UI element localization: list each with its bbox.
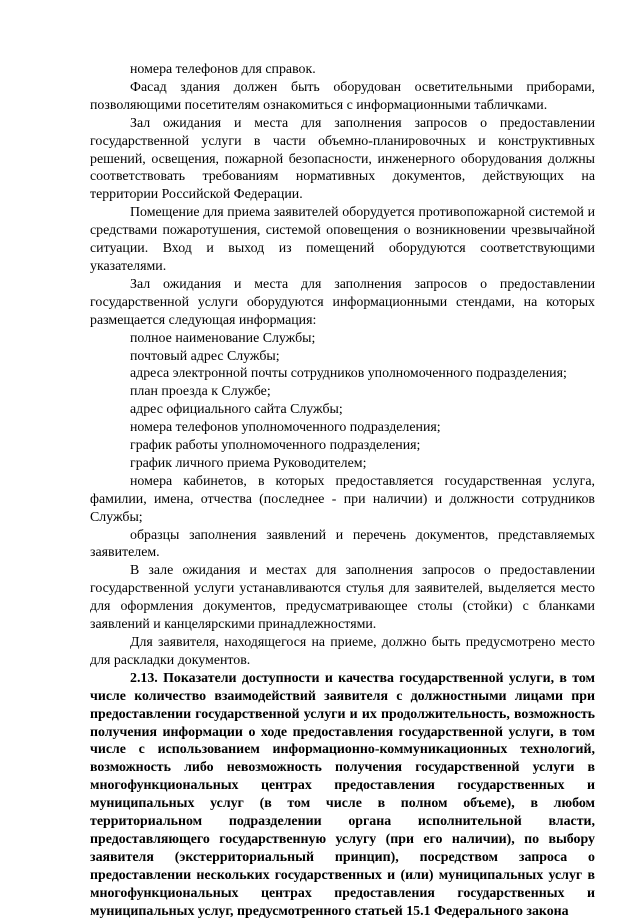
list-item: план проезда к Службе; <box>130 384 271 400</box>
list-item: адрес официального сайта Службы; <box>130 402 343 418</box>
list-item: номера телефонов для справок. <box>130 62 316 77</box>
list-item: номера телефонов уполномоченного подразделения; <box>130 420 441 436</box>
list-item: почтовый адрес Службы; <box>130 348 280 364</box>
paragraph: В зале ожидания и местах для заполнения запросов о предоставлении государственной услуги устанавливаются стулья для заявителей, выделяется место для оформления документов, предусматривающее столы (стойки) с бланками заявлений и канцелярскими принадлежностями. <box>90 563 595 633</box>
paragraph: номера кабинетов, в которых предоставляется государственная услуга, фамилии, имена, отчества (последнее - при наличии) и должности сотрудников Службы; <box>90 473 595 525</box>
section-heading-paragraph: 2.13. Показатели доступности и качества государственной услуги, в том числе количество взаимодействий заявителя с должностными лицами при предоставлении государственной услуги и их продолжительность, возможность получения информации о ходе предоставления государственной услуги, в том числе с использованием информационно-коммуникационных технологий, возможность либо невозможность получения государственной услуги в многофункциональных центрах предоставления государственных и муниципальных услуг (в том числе в полном объеме), в любом территориальном подразделении органа исполнительной власти, предоставляющего государственную услугу (при его наличии), по выбору заявителя (экстерриториальный принцип), посредством запроса о предоставлении нескольких государственных и (или) муниципальных услуг в многофункциональных центрах предоставления государственных и муниципальных услуг, предусмотренного статьей 15.1 Федерального закона <box>90 670 595 919</box>
list-item: адреса электронной почты сотрудников уполномоченного подразделения; <box>130 366 567 382</box>
paragraph: Помещение для приема заявителей оборудуется противопожарной системой и средствами пожаротушения, системой оповещения о возникновении чрезвычайной ситуации. Вход и выход из помещений оборудуются соответствующими указателями. <box>90 205 595 274</box>
document-page <box>90 61 595 921</box>
paragraph: Зал ожидания и места для заполнения запросов о предоставлении государственной услуги в части объемно-планировочных и конструктивных решений, освещения, пожарной безопасности, инженерного оборудования должны соответствовать требованиям нормативных документов, действующих на территории Российской Федерации. <box>90 115 595 203</box>
paragraph: Зал ожидания и места для заполнения запросов о предоставлении государственной услуги оборудуются информационными стендами, на которых размещается следующая информация: <box>90 276 595 328</box>
list-item: график личного приема Руководителем; <box>130 455 367 471</box>
paragraph: Для заявителя, находящегося на приеме, должно быть предусмотрено место для раскладки документов. <box>90 635 595 668</box>
paragraph: Фасад здания должен быть оборудован осветительными приборами, позволяющими посетителям ознакомиться с информационными табличками. <box>90 79 595 113</box>
paragraph: образцы заполнения заявлений и перечень документов, представляемых заявителем. <box>90 527 595 561</box>
list-item: полное наименование Службы; <box>130 330 316 346</box>
list-item: график работы уполномоченного подразделения; <box>130 438 421 454</box>
